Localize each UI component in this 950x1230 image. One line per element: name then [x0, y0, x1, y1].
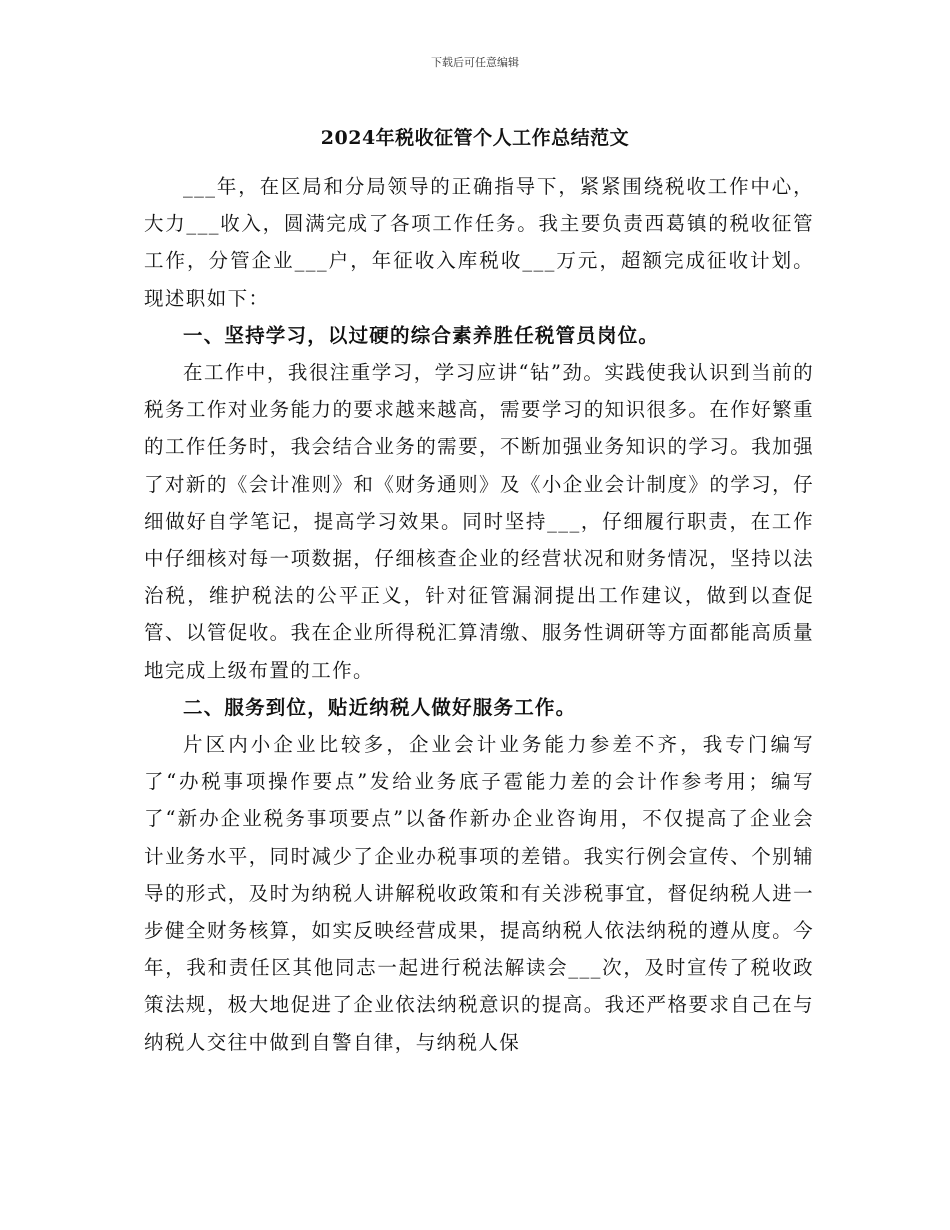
section-1-paragraph: 在工作中，我很注重学习，学习应讲“钻”劲。实践使我认识到当前的税务工作对业务能力的要求越来越高，需要学习的知识很多。在作好繁重的工作任务时，我会结合业务的需要，不断加强业务知识的学习。我加强了对新的《会计准则》和《财务通则》及《小企业会计制度》的学习，仔细做好自学笔记，提高学习效果。同时坚持___，仔细履行职责，在工作中仔细核对每一项数据，仔细核查企业的经营状况和财务情况，坚持以法治税，维护税法的公平正义，针对征管漏洞提出工作建议，做到以查促管、以管促收。我在企业所得税汇算清缴、服务性调研等方面都能高质量地完成上级布置的工作。 — [144, 361, 814, 682]
section-2-paragraph: 片区内小企业比较多，企业会计业务能力参差不齐，我专门编写了“办税事项操作要点”发给业务底子雹能力差的会计作参考用；编写了“新办企业税务事项要点”以备作新办企业咨询用，不仅提高了企业会计业务水平，同时减少了企业办税事项的差错。我实行例会宣传、个别辅导的形式，及时为纳税人讲解税收政策和有关涉税事宜，督促纳税人进一步健全财务核算，如实反映经营成果，提高纳税人依法纳税的遵从度。今年，我和责任区其他同志一起进行税法解读会___次，及时宣传了税收政策法规，极大地促进了企业依法纳税意识的提高。我还严格要求自己在与纳税人交往中做到自警自律，与纳税人保 — [144, 733, 814, 1054]
intro-paragraph: ___年，在区局和分局领导的正确指导下，紧紧围绕税收工作中心，大力___收入，圆满完成了各项工作任务。我主要负责西葛镇的税收征管工作，分管企业___户，年征收入库税收___万元，超额完成征收计划。现述职如下： — [144, 175, 814, 310]
section-heading-1: 一、坚持学习，以过硬的综合素养胜任税管员岗位。 — [183, 323, 660, 347]
document-body — [144, 168, 814, 1061]
section-heading-2: 二、服务到位，贴近纳税人做好服务工作。 — [183, 695, 577, 719]
page-header-note: 下载后可任意编辑 — [431, 56, 519, 69]
document-title: 2024年税收征管个人工作总结范文 — [320, 127, 630, 149]
